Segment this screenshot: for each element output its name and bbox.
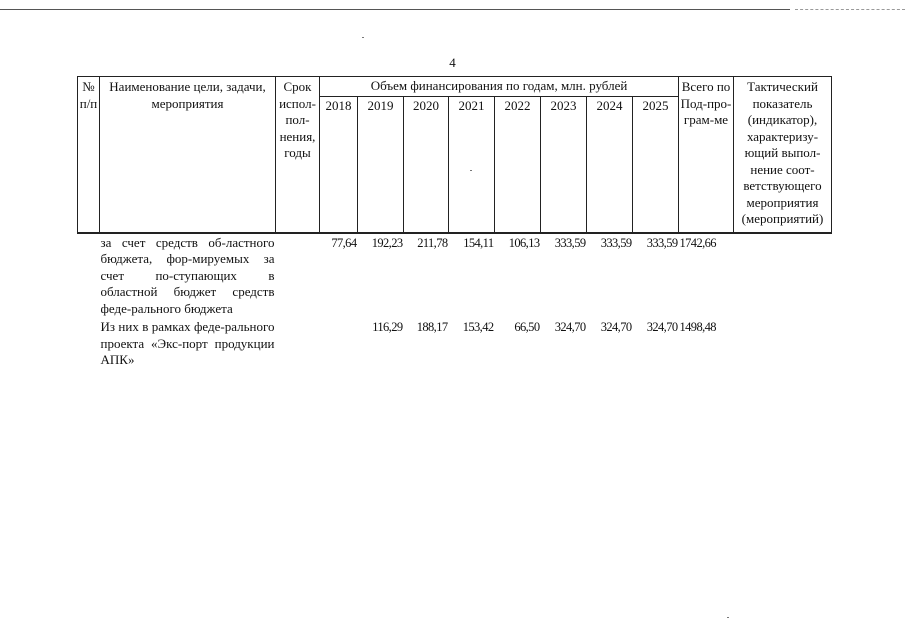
header-financing: Объем финансирования по годам, млн. рублей [320, 77, 679, 97]
value-2024: 324,70 [600, 320, 632, 334]
header-total: Всего по Под-про-грам-ме [679, 77, 734, 233]
value-2025: 324,70 [646, 320, 678, 334]
header-year-2025: 2025 [633, 96, 679, 233]
value-2023: 333,59 [554, 235, 586, 250]
value-2022: 106,13 [508, 235, 540, 250]
header-year-2022: 2022 [495, 96, 541, 233]
header-year-2019: 2019 [358, 96, 404, 233]
header-term: Срок испол-пол-нения, годы [276, 77, 320, 233]
value-2023: 324,70 [554, 320, 586, 334]
top-rule-dashed [795, 9, 905, 10]
value-2020: 211,78 [417, 235, 448, 250]
header-number: № п/п [78, 77, 100, 233]
row-name: за счет средств об-ластного бюджета, фор-мируемых за счет по-ступающих в областной бюджет средств феде-рального бюджета [100, 234, 275, 316]
value-2025: 333,59 [646, 235, 678, 250]
value-2018: 77,64 [331, 235, 357, 250]
scan-speck [362, 37, 364, 38]
value-2018 [320, 318, 358, 370]
row-name: Из них в рамках феде-рального проекта «Экс-порт продукции АПК» [100, 319, 275, 367]
value-total: 1498,48 [679, 320, 716, 334]
value-2021: 154,11 [463, 235, 494, 250]
value-total: 1742,66 [679, 235, 716, 250]
value-2024: 333,59 [600, 235, 632, 250]
header-year-2023: 2023 [541, 96, 587, 233]
value-2022: 66,50 [514, 320, 540, 334]
value-2020: 188,17 [416, 320, 448, 334]
header-year-2020: 2020 [404, 96, 449, 233]
table-row [78, 318, 832, 370]
header-year-2021: 2021 [449, 96, 495, 233]
page-number: 4 [449, 55, 456, 70]
header-name: Наименование цели, задачи, мероприятия [100, 77, 276, 233]
financing-table [77, 76, 832, 370]
scan-speck [727, 617, 729, 618]
value-2021: 153,42 [462, 320, 494, 334]
top-rule [0, 9, 790, 10]
scan-speck [470, 170, 472, 171]
value-2019: 116,29 [372, 320, 403, 334]
header-year-2018: 2018 [320, 96, 358, 233]
header-year-2024: 2024 [587, 96, 633, 233]
value-2019: 192,23 [371, 235, 403, 250]
table-row [78, 234, 832, 319]
header-indicator: Тактический показатель (индикатор), характеризу-ющий выпол-нение соот-ветствующего мероприятия (мероприятий) [734, 77, 832, 233]
